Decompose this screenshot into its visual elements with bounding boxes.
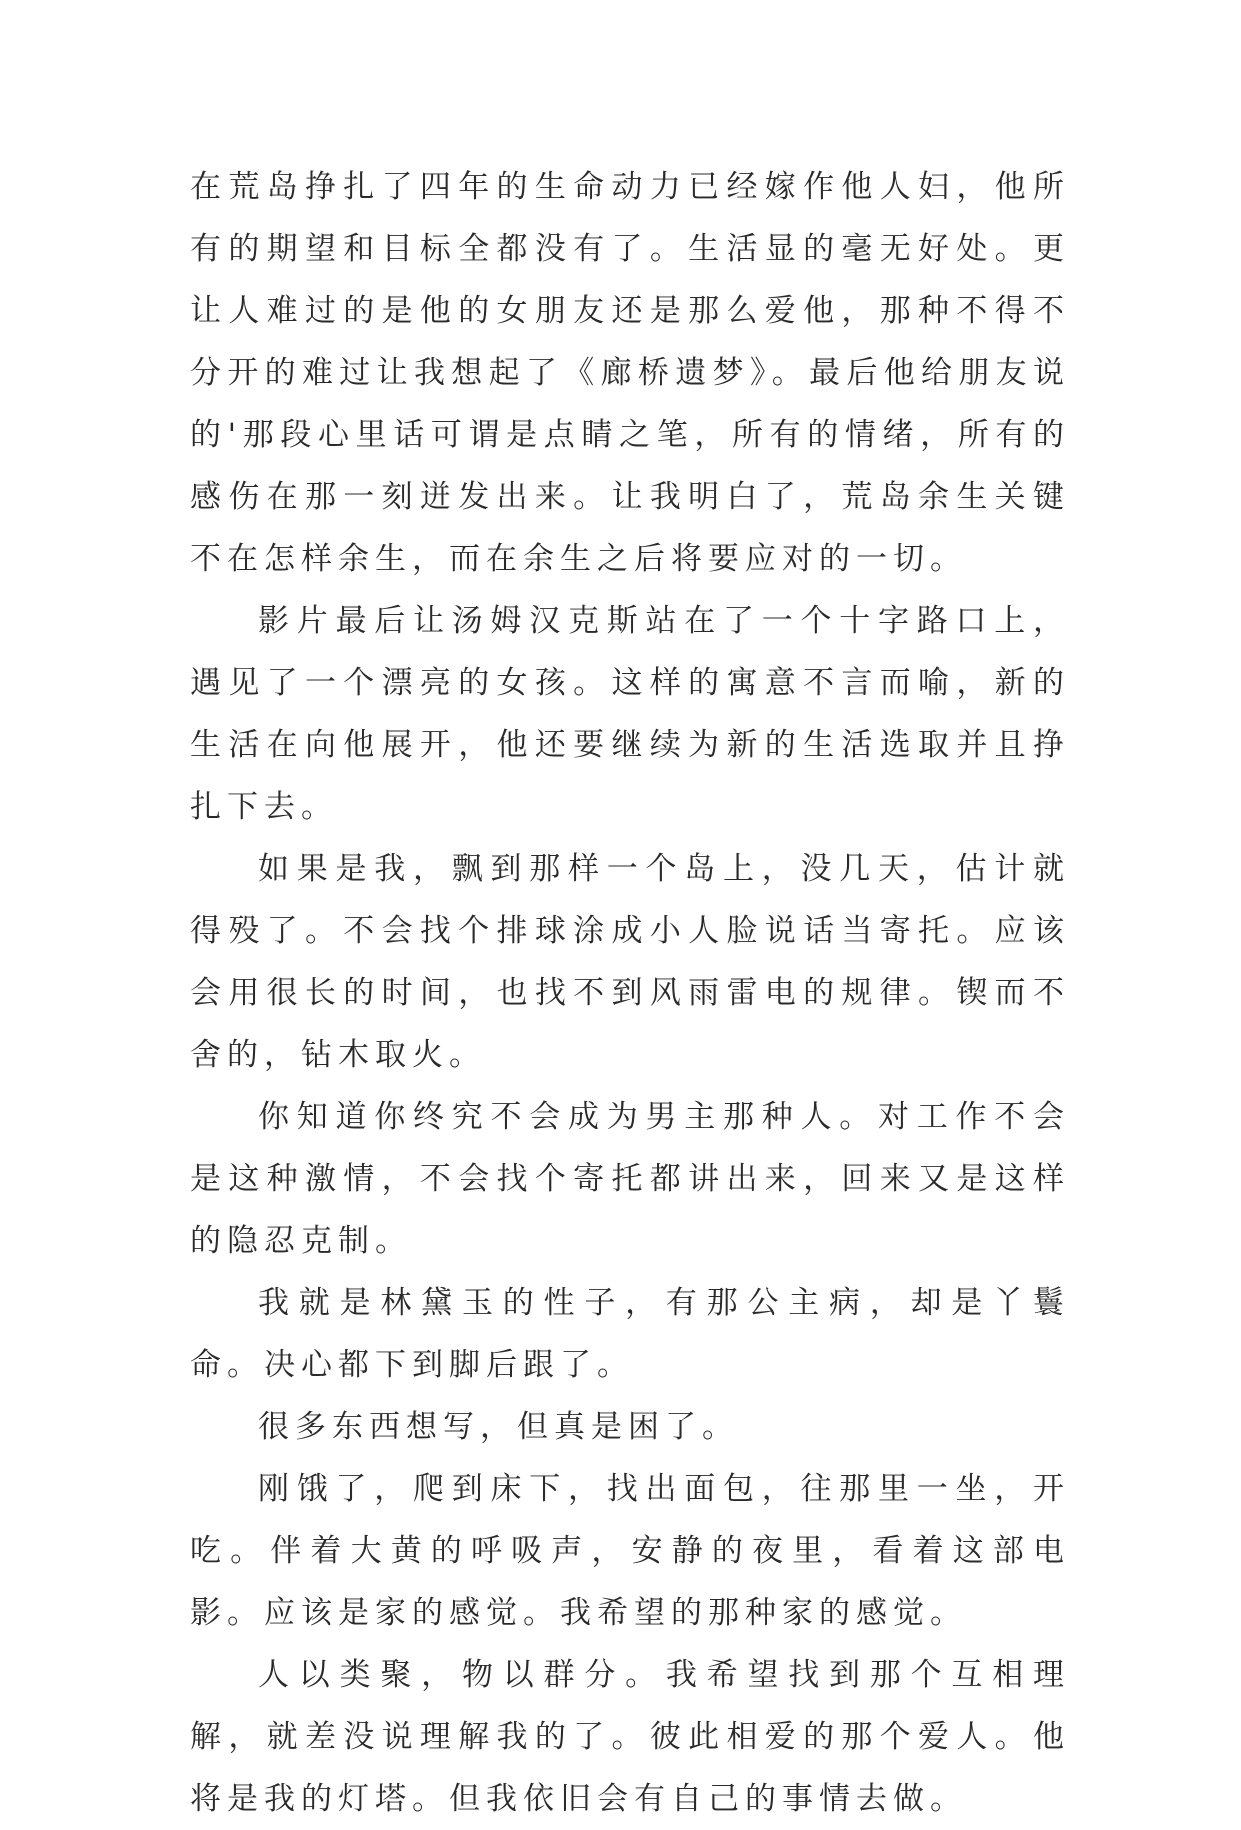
paragraph-3: 如果是我，飘到那样一个岛上，没几天，估计就得殁了。不会找个排球涂成小人脸说话当寄托。应该会用很长的时间，也找不到风雨雷电的规律。锲而不舍的，钻木取火。 [190,851,1070,1073]
paragraph-1: 在荒岛挣扎了四年的生命动力已经嫁作他人妇，他所有的期望和目标全都没有了。生活显的毫无好处。更让人难过的是他的女朋友还是那么爱他，那种不得不分开的难过让我想起了《廊桥遗梦》。最后他给朋友说的'那段心里话可谓是点睛之笔，所有的情绪，所有的感伤在那一刻迸发出来。让我明白了，荒岛余生关键不在怎样余生，而在余生之后将要应对的一切。 [190,169,1070,577]
paragraph-6: 很多东西想写，但真是困了。 [258,1409,739,1445]
paragraph-7: 刚饿了，爬到床下，找出面包，往那里一坐，开吃。伴着大黄的呼吸声，安静的夜里，看着这部电影。应该是家的感觉。我希望的那种家的感觉。 [190,1471,1070,1631]
paragraph-8: 人以类聚，物以群分。我希望找到那个互相理解，就差没说理解我的了。彼此相爱的那个爱人。他将是我的灯塔。但我依旧会有自己的事情去做。 [190,1657,1070,1817]
paragraph-4: 你知道你终究不会成为男主那种人。对工作不会是这种激情，不会找个寄托都讲出来，回来又是这样的隐忍克制。 [190,1099,1070,1259]
paragraph-5: 我就是林黛玉的性子，有那公主病，却是丫鬟命。决心都下到脚后跟了。 [190,1285,1070,1383]
paragraph-2: 影片最后让汤姆汉克斯站在了一个十字路口上，遇见了一个漂亮的女孩。这样的寓意不言而喻，新的生活在向他展开，他还要继续为新的生活选取并且挣扎下去。 [190,603,1070,825]
body-text [190,156,1070,1830]
